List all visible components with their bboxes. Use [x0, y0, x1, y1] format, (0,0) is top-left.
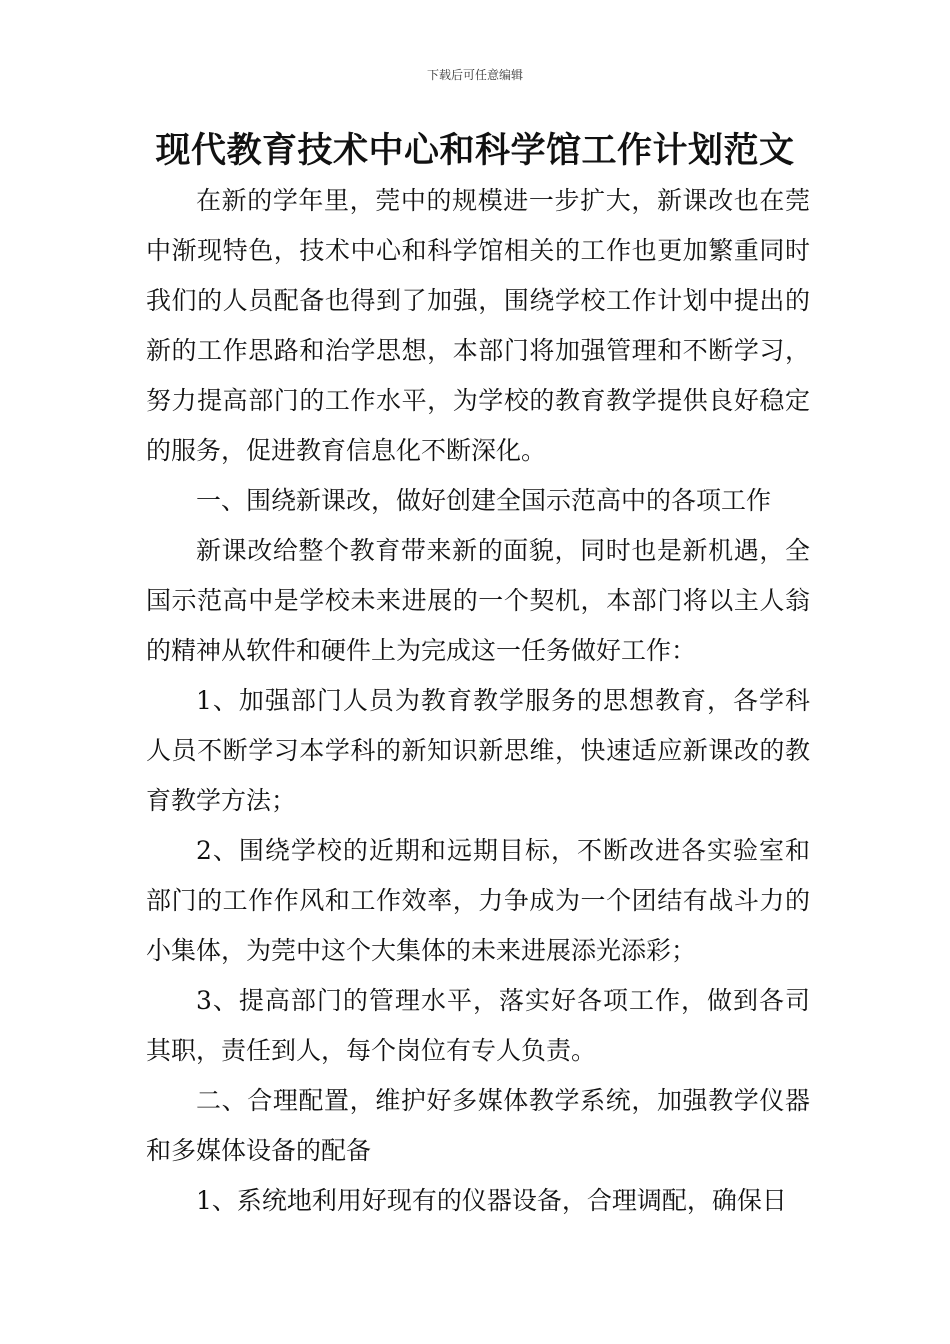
list-item-1-1: 1、加强部门人员为教育教学服务的思想教育，各学科人员不断学习本学科的新知识新思维，快速适应新课改的教育教学方法；	[146, 686, 810, 815]
document-title: 现代教育技术中心和科学馆工作计划范文	[155, 131, 795, 171]
list-item-1-3: 3、提高部门的管理水平，落实好各项工作，做到各司其职，责任到人，每个岗位有专人负责。	[146, 986, 810, 1065]
document-body	[146, 176, 810, 1226]
header-note: 下载后可任意编辑	[426, 68, 523, 82]
heading-section-1: 一、围绕新课改，做好创建全国示范高中的各项工作	[196, 486, 772, 515]
paragraph-section-1: 新课改给整个教育带来新的面貌，同时也是新机遇，全国示范高中是学校未来进展的一个契机，本部门将以主人翁的精神从软件和硬件上为完成这一任务做好工作：	[146, 536, 810, 665]
heading-section-2: 二、合理配置，维护好多媒体教学系统，加强教学仪器和多媒体设备的配备	[146, 1086, 810, 1165]
list-item-1-2: 2、围绕学校的近期和远期目标，不断改进各实验室和部门的工作作风和工作效率，力争成为一个团结有战斗力的小集体，为莞中这个大集体的未来进展添光添彩；	[146, 836, 810, 965]
list-item-2-1: 1、系统地利用好现有的仪器设备，合理调配，确保日	[196, 1186, 787, 1215]
paragraph-intro: 在新的学年里，莞中的规模进一步扩大，新课改也在莞中渐现特色，技术中心和科学馆相关的工作也更加繁重同时我们的人员配备也得到了加强，围绕学校工作计划中提出的新的工作思路和治学思想，本部门将加强管理和不断学习，努力提高部门的工作水平，为学校的教育教学提供良好稳定的服务，促进教育信息化不断深化。	[146, 186, 810, 465]
